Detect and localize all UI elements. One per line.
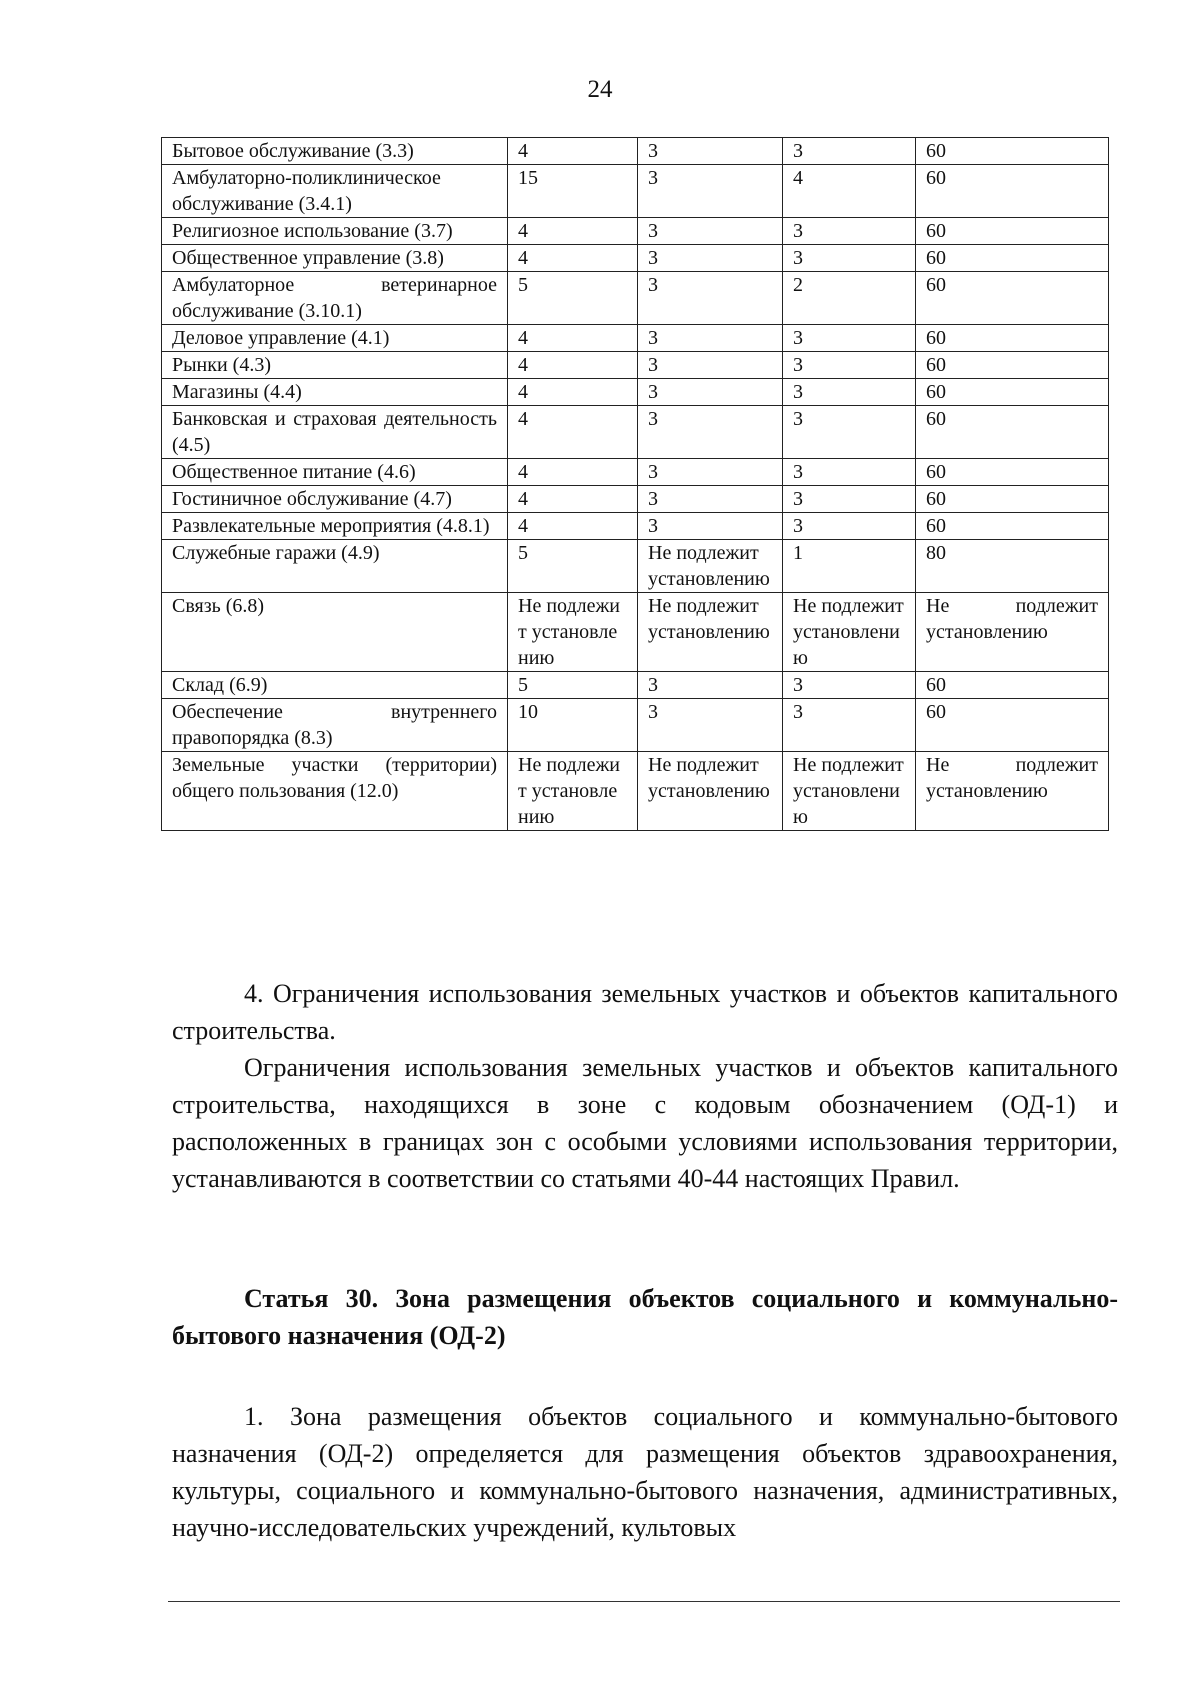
table-row: [162, 272, 1109, 325]
page-number: 24: [587, 76, 613, 103]
table-cell: 60: [916, 218, 1109, 245]
table-cell: 60: [916, 272, 1109, 325]
table-cell: 3: [783, 672, 916, 699]
table-cell: Не подлежит установлению: [508, 752, 638, 831]
table-row: [162, 486, 1109, 513]
table-cell: 3: [638, 699, 783, 752]
table-cell: Не подлежит установлению: [916, 593, 1109, 672]
table-cell: Амбулаторно-поликлиническое обслуживание (3.4.1): [162, 165, 508, 218]
table-cell: 3: [638, 138, 783, 165]
table-cell: 3: [783, 513, 916, 540]
footer-divider: [168, 1601, 1120, 1602]
table-cell: 60: [916, 165, 1109, 218]
table-cell: 2: [783, 272, 916, 325]
table-row: [162, 540, 1109, 593]
table-cell: 4: [508, 486, 638, 513]
table-cell: Общественное управление (3.8): [162, 245, 508, 272]
table-cell: Не подлежит установлению: [783, 593, 916, 672]
table-cell: Общественное питание (4.6): [162, 459, 508, 486]
table-row: [162, 218, 1109, 245]
table-cell: 80: [916, 540, 1109, 593]
table-cell: 4: [508, 138, 638, 165]
table-cell: 10: [508, 699, 638, 752]
table-cell: 60: [916, 325, 1109, 352]
table-row: [162, 245, 1109, 272]
table-row: [162, 325, 1109, 352]
table-cell: Гостиничное обслуживание (4.7): [162, 486, 508, 513]
table-cell: Не подлежит установлению: [638, 593, 783, 672]
table-cell: 3: [783, 218, 916, 245]
table-cell: 3: [638, 459, 783, 486]
article-heading: Статья 30. Зона размещения объектов социального и коммунально-бытового назначения (ОД-2): [172, 1284, 1118, 1350]
table-cell: Склад (6.9): [162, 672, 508, 699]
table-cell: 60: [916, 672, 1109, 699]
table-cell: 3: [638, 245, 783, 272]
table-cell: 60: [916, 459, 1109, 486]
table-cell: 3: [783, 352, 916, 379]
table-cell: 60: [916, 486, 1109, 513]
table-cell: Бытовое обслуживание (3.3): [162, 138, 508, 165]
table-cell: 60: [916, 699, 1109, 752]
table-cell: 5: [508, 672, 638, 699]
table-cell: 60: [916, 138, 1109, 165]
table-cell: 3: [783, 459, 916, 486]
table-cell: Банковская и страховая деятельность (4.5): [162, 406, 508, 459]
table-row: [162, 672, 1109, 699]
table-cell: 3: [638, 218, 783, 245]
table-cell: Не подлежит установлению: [783, 752, 916, 831]
table-row: [162, 352, 1109, 379]
article-30-body: [172, 1398, 1118, 1546]
table-cell: 60: [916, 352, 1109, 379]
table-row: [162, 459, 1109, 486]
table-cell: 60: [916, 513, 1109, 540]
table-cell: Не подлежит установлению: [916, 752, 1109, 831]
table-cell: 4: [508, 459, 638, 486]
article-paragraph-1: 1. Зона размещения объектов социального и коммунально-бытового назначения (ОД-2) определяется для размещения объектов здравоохранения, культуры, социального и коммунально-бытового назначения, административных, научно-исследовательских учреждений, культовых: [172, 1402, 1118, 1542]
table-cell: Религиозное использование (3.7): [162, 218, 508, 245]
table-cell: 3: [783, 699, 916, 752]
table-cell: Рынки (4.3): [162, 352, 508, 379]
table-cell: Развлекательные мероприятия (4.8.1): [162, 513, 508, 540]
table-row: [162, 138, 1109, 165]
section-4-body: Ограничения использования земельных участков и объектов капитального строительства, находящихся в зоне с кодовым обозначением (ОД-1) и расположенных в границах зон с особыми условиями использования территории, устанавливаются в соответствии со статьями 40-44 настоящих Правил.: [172, 1053, 1118, 1193]
table-cell: 3: [638, 513, 783, 540]
table-cell: 3: [783, 325, 916, 352]
table-cell: 3: [638, 325, 783, 352]
table-cell: 3: [783, 379, 916, 406]
table-cell: 1: [783, 540, 916, 593]
table-cell: Магазины (4.4): [162, 379, 508, 406]
table-cell: 3: [638, 352, 783, 379]
table-cell: Не подлежит установлению: [638, 540, 783, 593]
table-row: [162, 513, 1109, 540]
table-cell: 60: [916, 379, 1109, 406]
table-cell: Обеспечение внутреннего правопорядка (8.3): [162, 699, 508, 752]
table-cell: 3: [638, 406, 783, 459]
table-cell: Земельные участки (территории) общего пользования (12.0): [162, 752, 508, 831]
table-cell: 3: [783, 138, 916, 165]
table-cell: Деловое управление (4.1): [162, 325, 508, 352]
table-cell: Связь (6.8): [162, 593, 508, 672]
table-cell: Не подлежит установлению: [508, 593, 638, 672]
table-cell: 4: [508, 513, 638, 540]
table-row: [162, 379, 1109, 406]
table-cell: 4: [508, 379, 638, 406]
table-row: [162, 699, 1109, 752]
table-cell: 3: [783, 406, 916, 459]
table-cell: Служебные гаражи (4.9): [162, 540, 508, 593]
table-cell: 60: [916, 406, 1109, 459]
table-cell: 3: [638, 272, 783, 325]
table-cell: Не подлежит установлению: [638, 752, 783, 831]
section-4: [172, 975, 1118, 1197]
table-cell: 4: [508, 325, 638, 352]
table-cell: 3: [783, 245, 916, 272]
article-30: [172, 1280, 1118, 1354]
table-row: [162, 752, 1109, 831]
table-cell: 15: [508, 165, 638, 218]
table-cell: 3: [638, 379, 783, 406]
table-cell: 3: [638, 486, 783, 513]
table-cell: 4: [508, 218, 638, 245]
table-cell: 3: [638, 165, 783, 218]
table-cell: 3: [638, 672, 783, 699]
table-cell: 4: [508, 352, 638, 379]
table-cell: 5: [508, 272, 638, 325]
land-use-parameters-table: [161, 137, 1109, 831]
table-cell: 60: [916, 245, 1109, 272]
table-row: [162, 593, 1109, 672]
table-row: [162, 165, 1109, 218]
table-cell: 4: [508, 245, 638, 272]
section-4-title: 4. Ограничения использования земельных участков и объектов капитального строительства.: [172, 979, 1118, 1045]
table-cell: 4: [508, 406, 638, 459]
table-cell: 3: [783, 486, 916, 513]
table-cell: 5: [508, 540, 638, 593]
table-cell: 4: [783, 165, 916, 218]
table-row: [162, 406, 1109, 459]
table-cell: Амбулаторное ветеринарное обслуживание (3.10.1): [162, 272, 508, 325]
